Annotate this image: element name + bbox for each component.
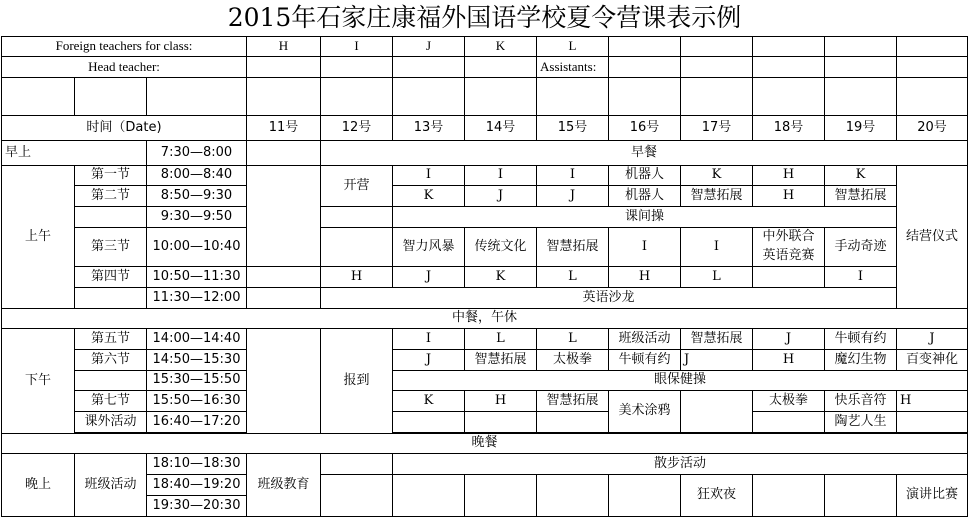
class-cell: J: [537, 186, 609, 207]
class-cell: [753, 228, 825, 267]
time-cell: 11:30—12:00: [147, 287, 247, 308]
class-cell: 智慧拓展: [681, 328, 753, 349]
class-cell: H: [609, 266, 681, 287]
speech-cell: 演讲比赛: [897, 474, 968, 516]
period-evening: 晚上: [2, 453, 75, 516]
empty-cell: [321, 57, 393, 78]
empty-cell: [393, 411, 465, 432]
head-teacher-label: Head teacher:: [2, 57, 247, 78]
session-label: 第六节: [75, 349, 147, 370]
empty-cell: [897, 78, 968, 116]
empty-cell: [609, 57, 681, 78]
empty-cell: [753, 474, 825, 516]
class-cell: H: [753, 186, 825, 207]
teacher-code: I: [321, 37, 393, 57]
time-cell: 8:00—8:40: [147, 166, 247, 186]
english-salon-cell: 英语沙龙: [321, 287, 897, 308]
empty-cell: [465, 474, 537, 516]
empty-cell: [537, 411, 609, 432]
date-header: 15号: [537, 116, 609, 141]
class-cell: I: [825, 266, 897, 287]
class-cell: K: [681, 166, 753, 186]
empty-cell: [321, 453, 393, 474]
date-header: 17号: [681, 116, 753, 141]
class-cell: 太极拳: [753, 390, 825, 411]
empty-cell: [321, 228, 393, 267]
empty-cell: [681, 390, 753, 432]
class-cell: L: [537, 328, 609, 349]
time-cell: 8:50—9:30: [147, 186, 247, 207]
class-cell: H: [897, 390, 968, 411]
time-cell: 19:30—20:30: [147, 495, 247, 516]
time-cell: 9:30—9:50: [147, 207, 247, 228]
class-cell: I: [609, 228, 681, 267]
class-activity-label: 班级活动: [75, 453, 147, 516]
empty-cell: [247, 57, 321, 78]
date-header: 13号: [393, 116, 465, 141]
time-cell: 18:10—18:30: [147, 453, 247, 474]
class-cell: 智慧拓展: [825, 186, 897, 207]
lunch-cell: 中餐，午休: [2, 308, 968, 328]
class-cell: J: [753, 328, 825, 349]
class-cell: J: [393, 349, 465, 370]
eye-exercise-cell: 眼保健操: [393, 370, 968, 390]
empty-cell: [321, 474, 393, 516]
date-header: 16号: [609, 116, 681, 141]
empty-cell: [897, 411, 968, 432]
breakfast-cell: 早餐: [321, 141, 968, 166]
time-cell: 15:30—15:50: [147, 370, 247, 390]
empty-cell: [393, 474, 465, 516]
class-cell: 太极拳: [537, 349, 609, 370]
session-label: 第三节: [75, 228, 147, 267]
carnival-cell: 狂欢夜: [681, 474, 753, 516]
date-header: 18号: [753, 116, 825, 141]
teacher-code: K: [465, 37, 537, 57]
class-cell: 机器人: [609, 166, 681, 186]
empty-cell: [247, 141, 321, 166]
date-header: 14号: [465, 116, 537, 141]
closing-cell: 结营仪式: [897, 166, 968, 309]
session-label: [75, 207, 147, 228]
time-cell: 16:40—17:20: [147, 411, 247, 432]
class-cell: J: [393, 266, 465, 287]
class-cell-line: 中外联合: [762, 229, 815, 244]
period-am: 上午: [2, 166, 75, 309]
time-cell: 14:00—14:40: [147, 328, 247, 349]
empty-cell: [681, 57, 753, 78]
empty-cell: [753, 78, 825, 116]
session-label: 第五节: [75, 328, 147, 349]
class-cell: K: [393, 186, 465, 207]
empty-cell: [247, 266, 321, 287]
foreign-teachers-label: Foreign teachers for class:: [2, 37, 247, 57]
empty-cell: [537, 474, 609, 516]
empty-cell: [247, 166, 321, 267]
class-cell: H: [753, 349, 825, 370]
empty-cell: [393, 78, 465, 116]
session-label: 第一节: [75, 166, 147, 186]
empty-cell: [321, 207, 393, 228]
empty-cell: [753, 411, 825, 432]
time-cell: 15:50—16:30: [147, 390, 247, 411]
class-cell: I: [465, 166, 537, 186]
class-edu-cell: 班级教育: [247, 453, 321, 516]
empty-cell: [825, 37, 897, 57]
empty-cell: [897, 37, 968, 57]
empty-cell: [537, 78, 609, 116]
class-cell: 智力风暴: [393, 228, 465, 267]
class-cell: K: [465, 266, 537, 287]
class-cell: I: [393, 328, 465, 349]
empty-cell: [825, 57, 897, 78]
class-cell: 美术涂鸦: [609, 390, 681, 432]
empty-cell: [465, 57, 537, 78]
teacher-code: J: [393, 37, 465, 57]
empty-cell: [609, 78, 681, 116]
time-date-header: 时间（Date): [2, 116, 247, 141]
empty-cell: [681, 37, 753, 57]
class-cell: 快乐音符: [825, 390, 897, 411]
empty-cell: [753, 57, 825, 78]
empty-cell: [897, 57, 968, 78]
empty-cell: [147, 78, 247, 116]
class-cell: H: [753, 166, 825, 186]
class-cell: 牛顿有约: [609, 349, 681, 370]
empty-cell: [2, 78, 75, 116]
empty-cell: [609, 37, 681, 57]
period-pm: 下午: [2, 328, 75, 433]
empty-cell: [75, 78, 147, 116]
empty-cell: [825, 78, 897, 116]
register-cell: 报到: [321, 328, 393, 433]
empty-cell: [465, 78, 537, 116]
class-cell: K: [393, 390, 465, 411]
class-cell: L: [681, 266, 753, 287]
class-cell: 智慧拓展: [537, 228, 609, 267]
empty-cell: [753, 37, 825, 57]
session-label: [75, 287, 147, 308]
session-label: 第七节: [75, 390, 147, 411]
empty-cell: [247, 328, 321, 433]
schedule-title: 2015年石家庄康福外国语学校夏令营课表示例: [227, 3, 742, 32]
empty-cell: [247, 78, 321, 116]
class-cell: J: [897, 328, 968, 349]
time-cell: 10:50—11:30: [147, 266, 247, 287]
time-cell: 10:00—10:40: [147, 228, 247, 267]
date-header: 19号: [825, 116, 897, 141]
class-cell: I: [681, 228, 753, 267]
empty-cell: [825, 474, 897, 516]
date-header: 20号: [897, 116, 968, 141]
opening-cell: 开营: [321, 166, 393, 207]
empty-cell: [609, 474, 681, 516]
class-cell: 班级活动: [609, 328, 681, 349]
class-cell: 牛顿有约: [825, 328, 897, 349]
class-cell: 智慧拓展: [537, 390, 609, 411]
empty-cell: [247, 287, 321, 308]
empty-cell: [321, 78, 393, 116]
time-cell: 18:40—19:20: [147, 474, 247, 495]
time-cell: 7:30—8:00: [147, 141, 247, 166]
class-cell: 百变神化: [897, 349, 968, 370]
class-cell: 智慧拓展: [465, 349, 537, 370]
class-cell: J: [681, 349, 753, 370]
schedule-table: [1, 36, 968, 517]
class-cell: K: [825, 166, 897, 186]
class-cell: 传统文化: [465, 228, 537, 267]
class-cell: 魔幻生物: [825, 349, 897, 370]
empty-cell: [393, 57, 465, 78]
empty-cell: [465, 411, 537, 432]
class-cell: 智慧拓展: [681, 186, 753, 207]
class-cell: H: [465, 390, 537, 411]
class-cell: J: [465, 186, 537, 207]
class-cell: I: [393, 166, 465, 186]
period-morning: 早上: [2, 141, 147, 166]
empty-cell: [753, 266, 825, 287]
class-cell: 机器人: [609, 186, 681, 207]
class-cell-line: 英语竞赛: [762, 247, 815, 263]
session-label: [75, 370, 147, 390]
date-header: 11号: [247, 116, 321, 141]
empty-cell: [681, 78, 753, 116]
class-cell: I: [537, 166, 609, 186]
class-cell: 手动奇迹: [825, 228, 897, 267]
date-header: 12号: [321, 116, 393, 141]
teacher-code: L: [537, 37, 609, 57]
class-cell: H: [321, 266, 393, 287]
session-label: 课外活动: [75, 411, 147, 432]
teacher-code: H: [247, 37, 321, 57]
class-cell: L: [465, 328, 537, 349]
class-cell: L: [537, 266, 609, 287]
time-cell: 14:50—15:30: [147, 349, 247, 370]
session-label: 第二节: [75, 186, 147, 207]
break-exercise-cell: 课间操: [393, 207, 897, 228]
walk-cell: 散步活动: [393, 453, 968, 474]
dinner-cell: 晚餐: [2, 433, 968, 453]
class-cell: 陶艺人生: [825, 411, 897, 432]
session-label: 第四节: [75, 266, 147, 287]
assistants-label: Assistants:: [537, 57, 609, 78]
